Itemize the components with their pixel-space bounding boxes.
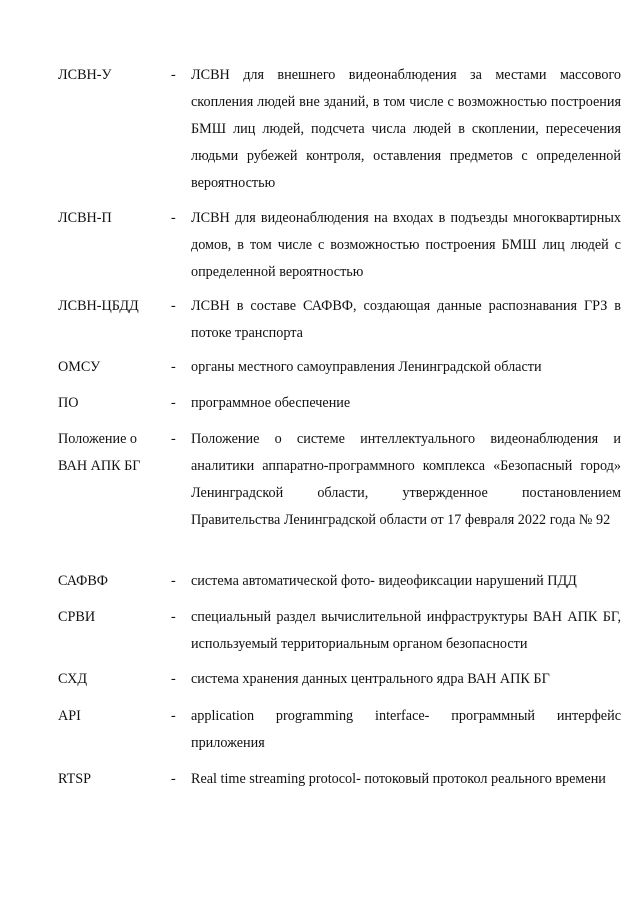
glossary-term: RTSP xyxy=(58,771,92,787)
term-dash: - xyxy=(171,431,176,447)
glossary-definition: application programming interface- программный интерфейс приложения xyxy=(191,708,621,751)
glossary-definition: ЛСВН для внешнего видеонаблюдения за местами массового скопления людей вне зданий, в том числе с возможностью построения БМШ лиц людей, подсчета числа людей в скоплении, пересечения людьми рубежей контроля, оставления предметов с определенной вероятностью xyxy=(191,67,621,191)
term-dash: - xyxy=(171,771,176,787)
term-dash: - xyxy=(171,359,176,375)
glossary-definition: органы местного самоуправления Ленинградской области xyxy=(191,359,542,375)
glossary-definition: ЛСВН для видеонаблюдения на входах в подъезды многоквартирных домов, в том числе с возможностью построения БМШ лиц людей с определенной вероятностью xyxy=(191,210,621,280)
glossary-term: ПО xyxy=(58,395,79,411)
glossary-definition: специальный раздел вычислительной инфраструктуры ВАН АПК БГ, используемый территориальным органом безопасности xyxy=(191,609,621,652)
glossary-definition: система автоматической фото- видеофиксации нарушений ПДД xyxy=(191,573,577,589)
glossary-definition: Положение о системе интеллектуального видеонаблюдения и аналитики аппаратно-программного комплекса «Безопасный город» Ленинградской области, утвержденное постановлением Правительства Ленинградской области от 17 февраля 2022 года № 92 xyxy=(191,431,621,528)
term-dash: - xyxy=(171,671,176,687)
glossary-term: API xyxy=(58,708,81,724)
glossary-term: ЛСВН-П xyxy=(58,210,112,226)
glossary-term: ОМСУ xyxy=(58,359,101,375)
term-dash: - xyxy=(171,609,176,625)
term-dash: - xyxy=(171,573,176,589)
glossary-definition: программное обеспечение xyxy=(191,395,351,411)
glossary-definition: ЛСВН в составе САФВФ, создающая данные распознавания ГРЗ в потоке транспорта xyxy=(191,298,621,341)
term-dash: - xyxy=(171,210,176,226)
term-dash: - xyxy=(171,67,176,83)
glossary-term: СХД xyxy=(58,671,88,687)
glossary-term: САФВФ xyxy=(58,573,108,589)
term-dash: - xyxy=(171,298,176,314)
term-dash: - xyxy=(171,395,176,411)
glossary-term: СРВИ xyxy=(58,609,96,625)
glossary-term: Положение о ВАН АПК БГ xyxy=(58,431,141,474)
glossary-term: ЛСВН-ЦБДД xyxy=(58,298,139,314)
glossary-definition: Real time streaming protocol- потоковый протокол реального времени xyxy=(191,771,606,787)
term-dash: - xyxy=(171,708,176,724)
glossary-term: ЛСВН-У xyxy=(58,67,112,83)
glossary-definition: система хранения данных центрального ядра ВАН АПК БГ xyxy=(191,671,550,687)
